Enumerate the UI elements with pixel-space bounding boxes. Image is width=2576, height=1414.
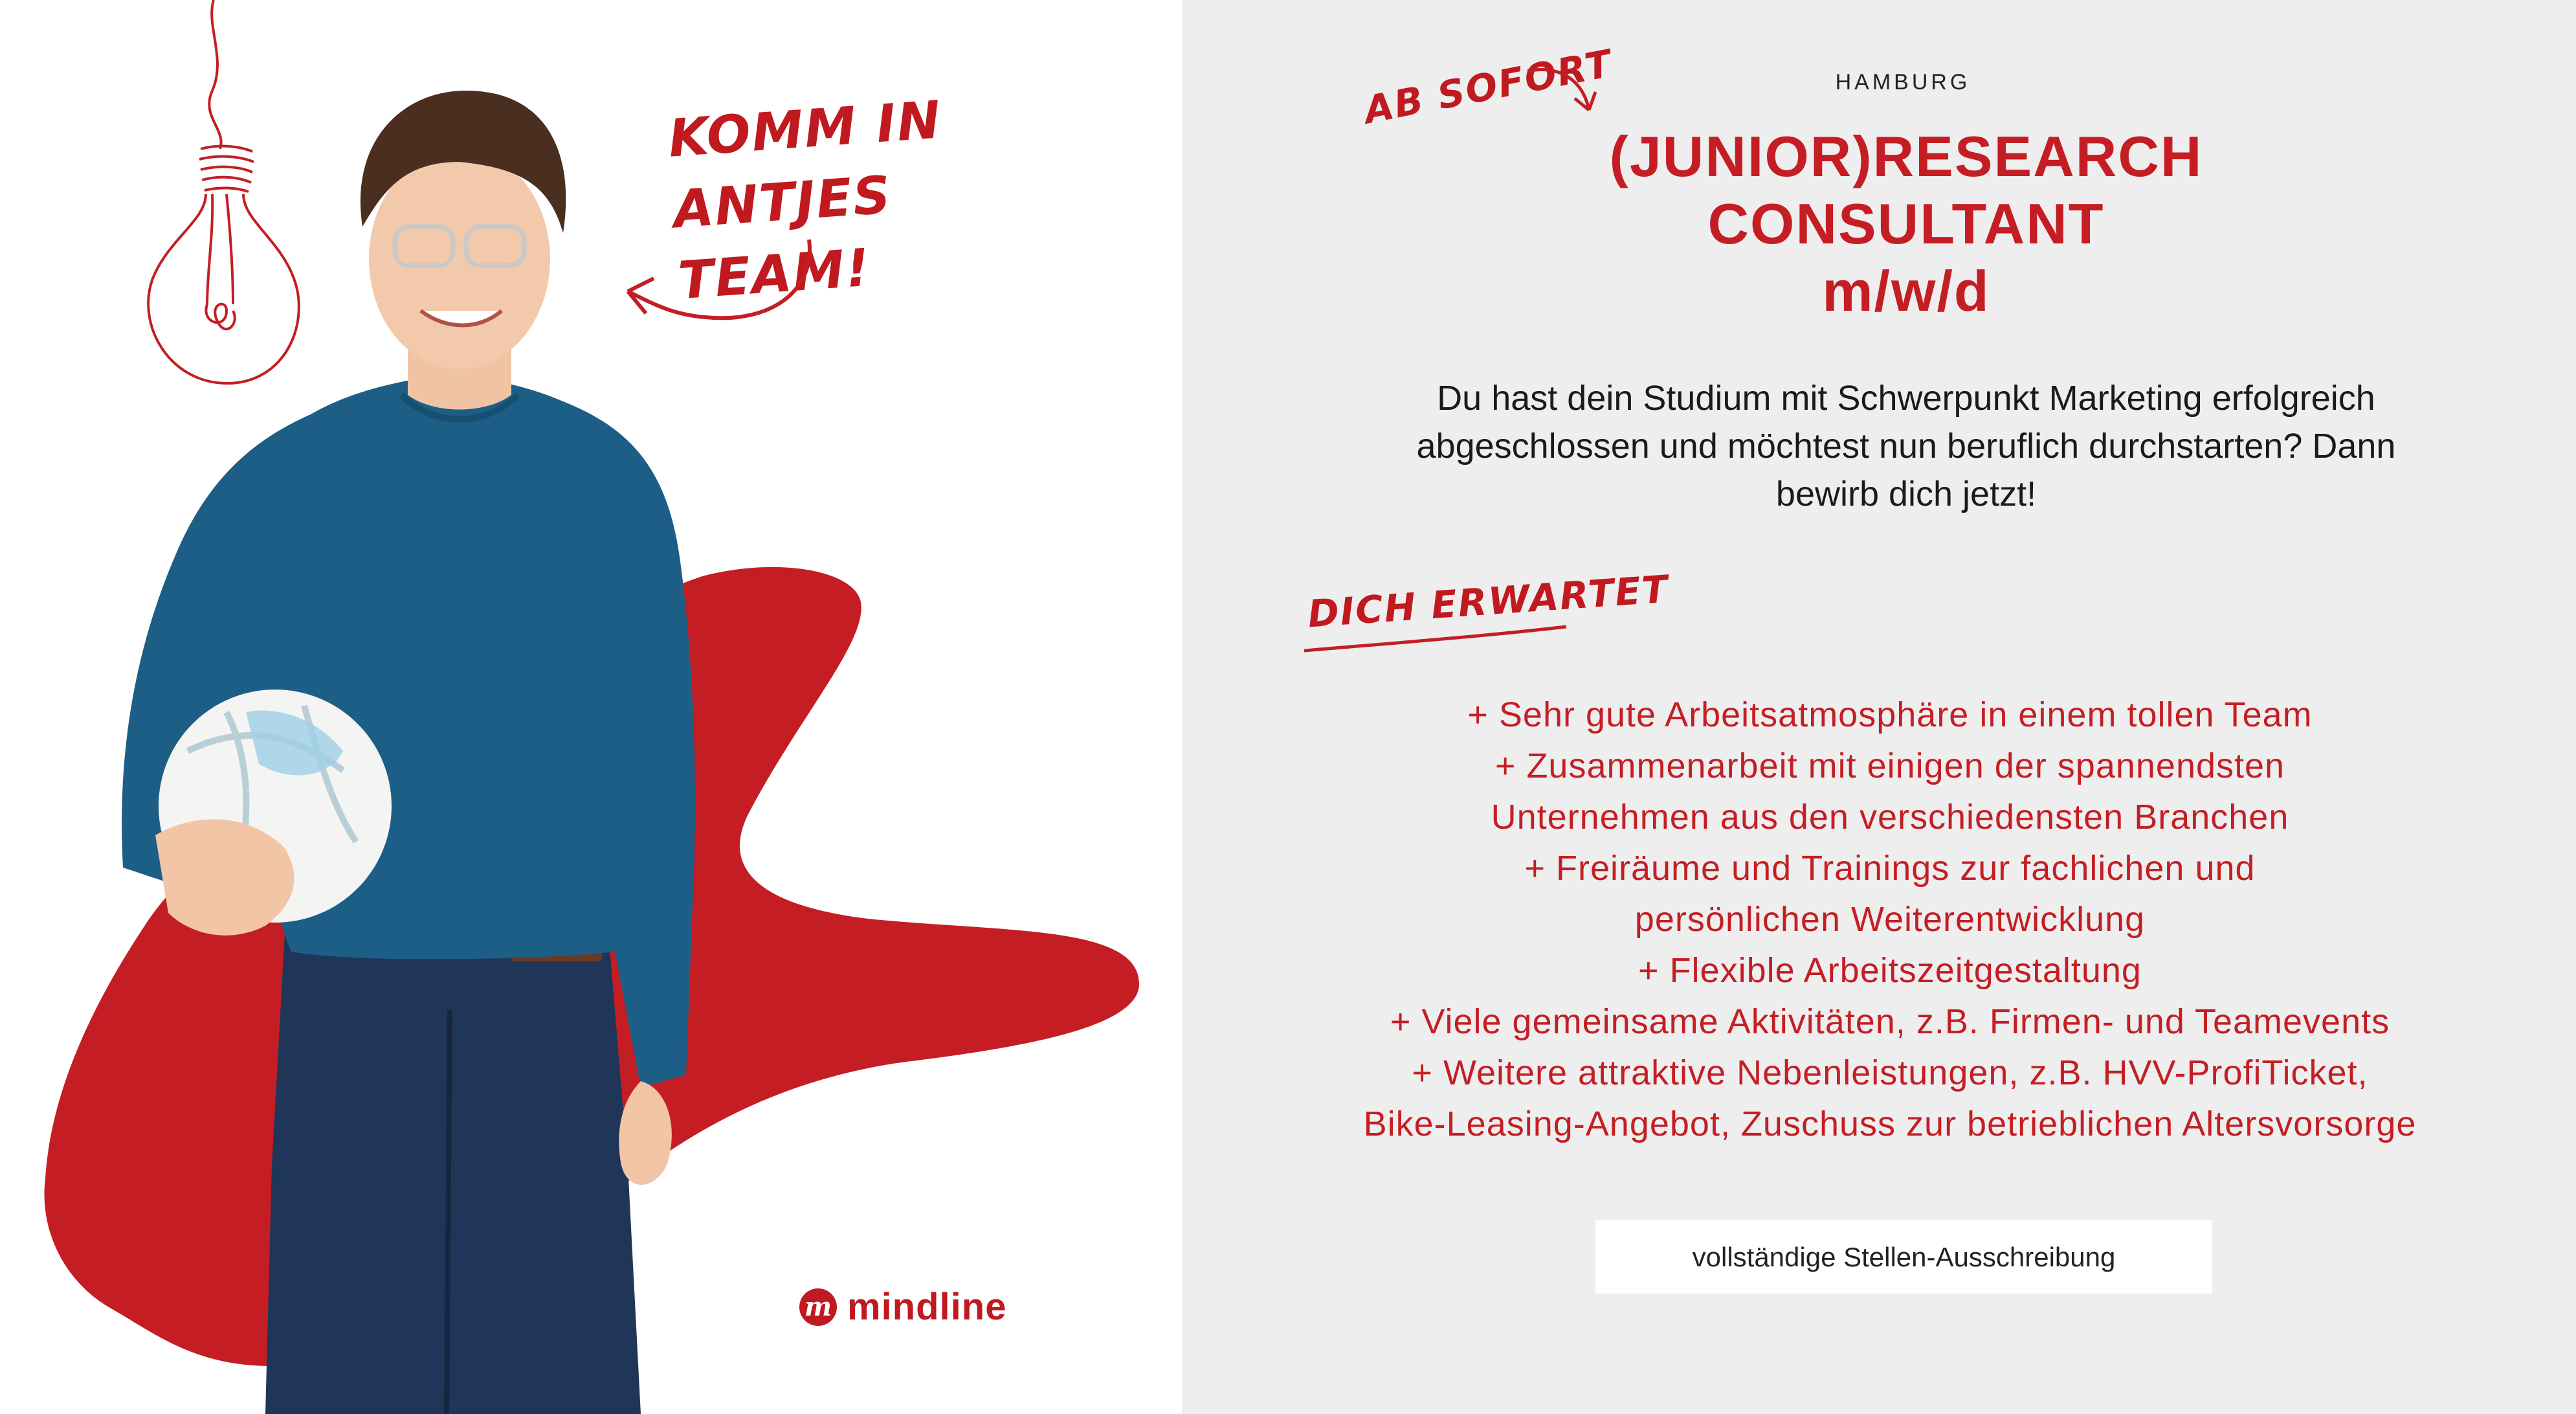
job-title [1489,123,2324,325]
job-title-line-3: m/w/d [1822,259,1990,323]
benefit-line: + Viele gemeinsame Aktivitäten, z.B. Firmen- und Teamevents [1390,1002,2390,1041]
callout-arrow-icon [615,233,822,337]
mindline-logo-mark-icon: m [799,1288,837,1326]
benefit-line: + Flexible Arbeitszeitgestaltung [1638,951,2142,990]
benefits-list [1288,690,2492,1150]
mindline-logo-text: mindline [847,1286,1007,1328]
benefit-line: + Zusammenarbeit mit einigen der spannendsten [1494,746,2285,785]
intro-line: Du hast dein Studium mit Schwerpunkt Marketing erfolgreich [1437,379,2375,418]
job-intro-text [1346,374,2466,518]
ab-sofort-label: AB SOFORT [1360,41,1616,133]
benefit-line: Unternehmen aus den verschiedensten Branchen [1491,798,2289,836]
job-title-line-2: CONSULTANT [1707,192,2105,256]
heading-underline-doodle [1301,622,1573,660]
full-job-posting-button[interactable]: vollständige Stellen-Ausschreibung [1595,1220,2212,1294]
benefit-line: + Freiräume und Trainings zur fachlichen und [1524,849,2256,888]
benefit-line: Bike-Leasing-Angebot, Zuschuss zur betrieblichen Altersvorsorge [1363,1105,2417,1143]
intro-line: abgeschlossen und möchtest nun beruflich durchstarten? Dann [1416,427,2396,466]
callout-line-1: KOMM IN [666,89,944,169]
benefit-line: + Weitere attraktive Nebenleistungen, z.B. HVV-ProfiTicket, [1412,1053,2368,1092]
benefit-line: + Sehr gute Arbeitsatmosphäre in einem tollen Team [1467,695,2313,734]
job-location: HAMBURG [1835,70,1971,95]
intro-line: bewirb dich jetzt! [1775,475,2037,513]
callout-line-2: ANTJES TEAM! [671,164,894,311]
ab-sofort-arrow-icon [1524,58,1602,117]
job-title-line-1: (JUNIOR)RESEARCH [1609,124,2203,188]
dich-erwartet-heading: DICH ERWARTET [1306,567,1671,636]
mindline-logo [799,1285,1006,1329]
benefit-line: persönlichen Weiterentwicklung [1634,900,2146,939]
